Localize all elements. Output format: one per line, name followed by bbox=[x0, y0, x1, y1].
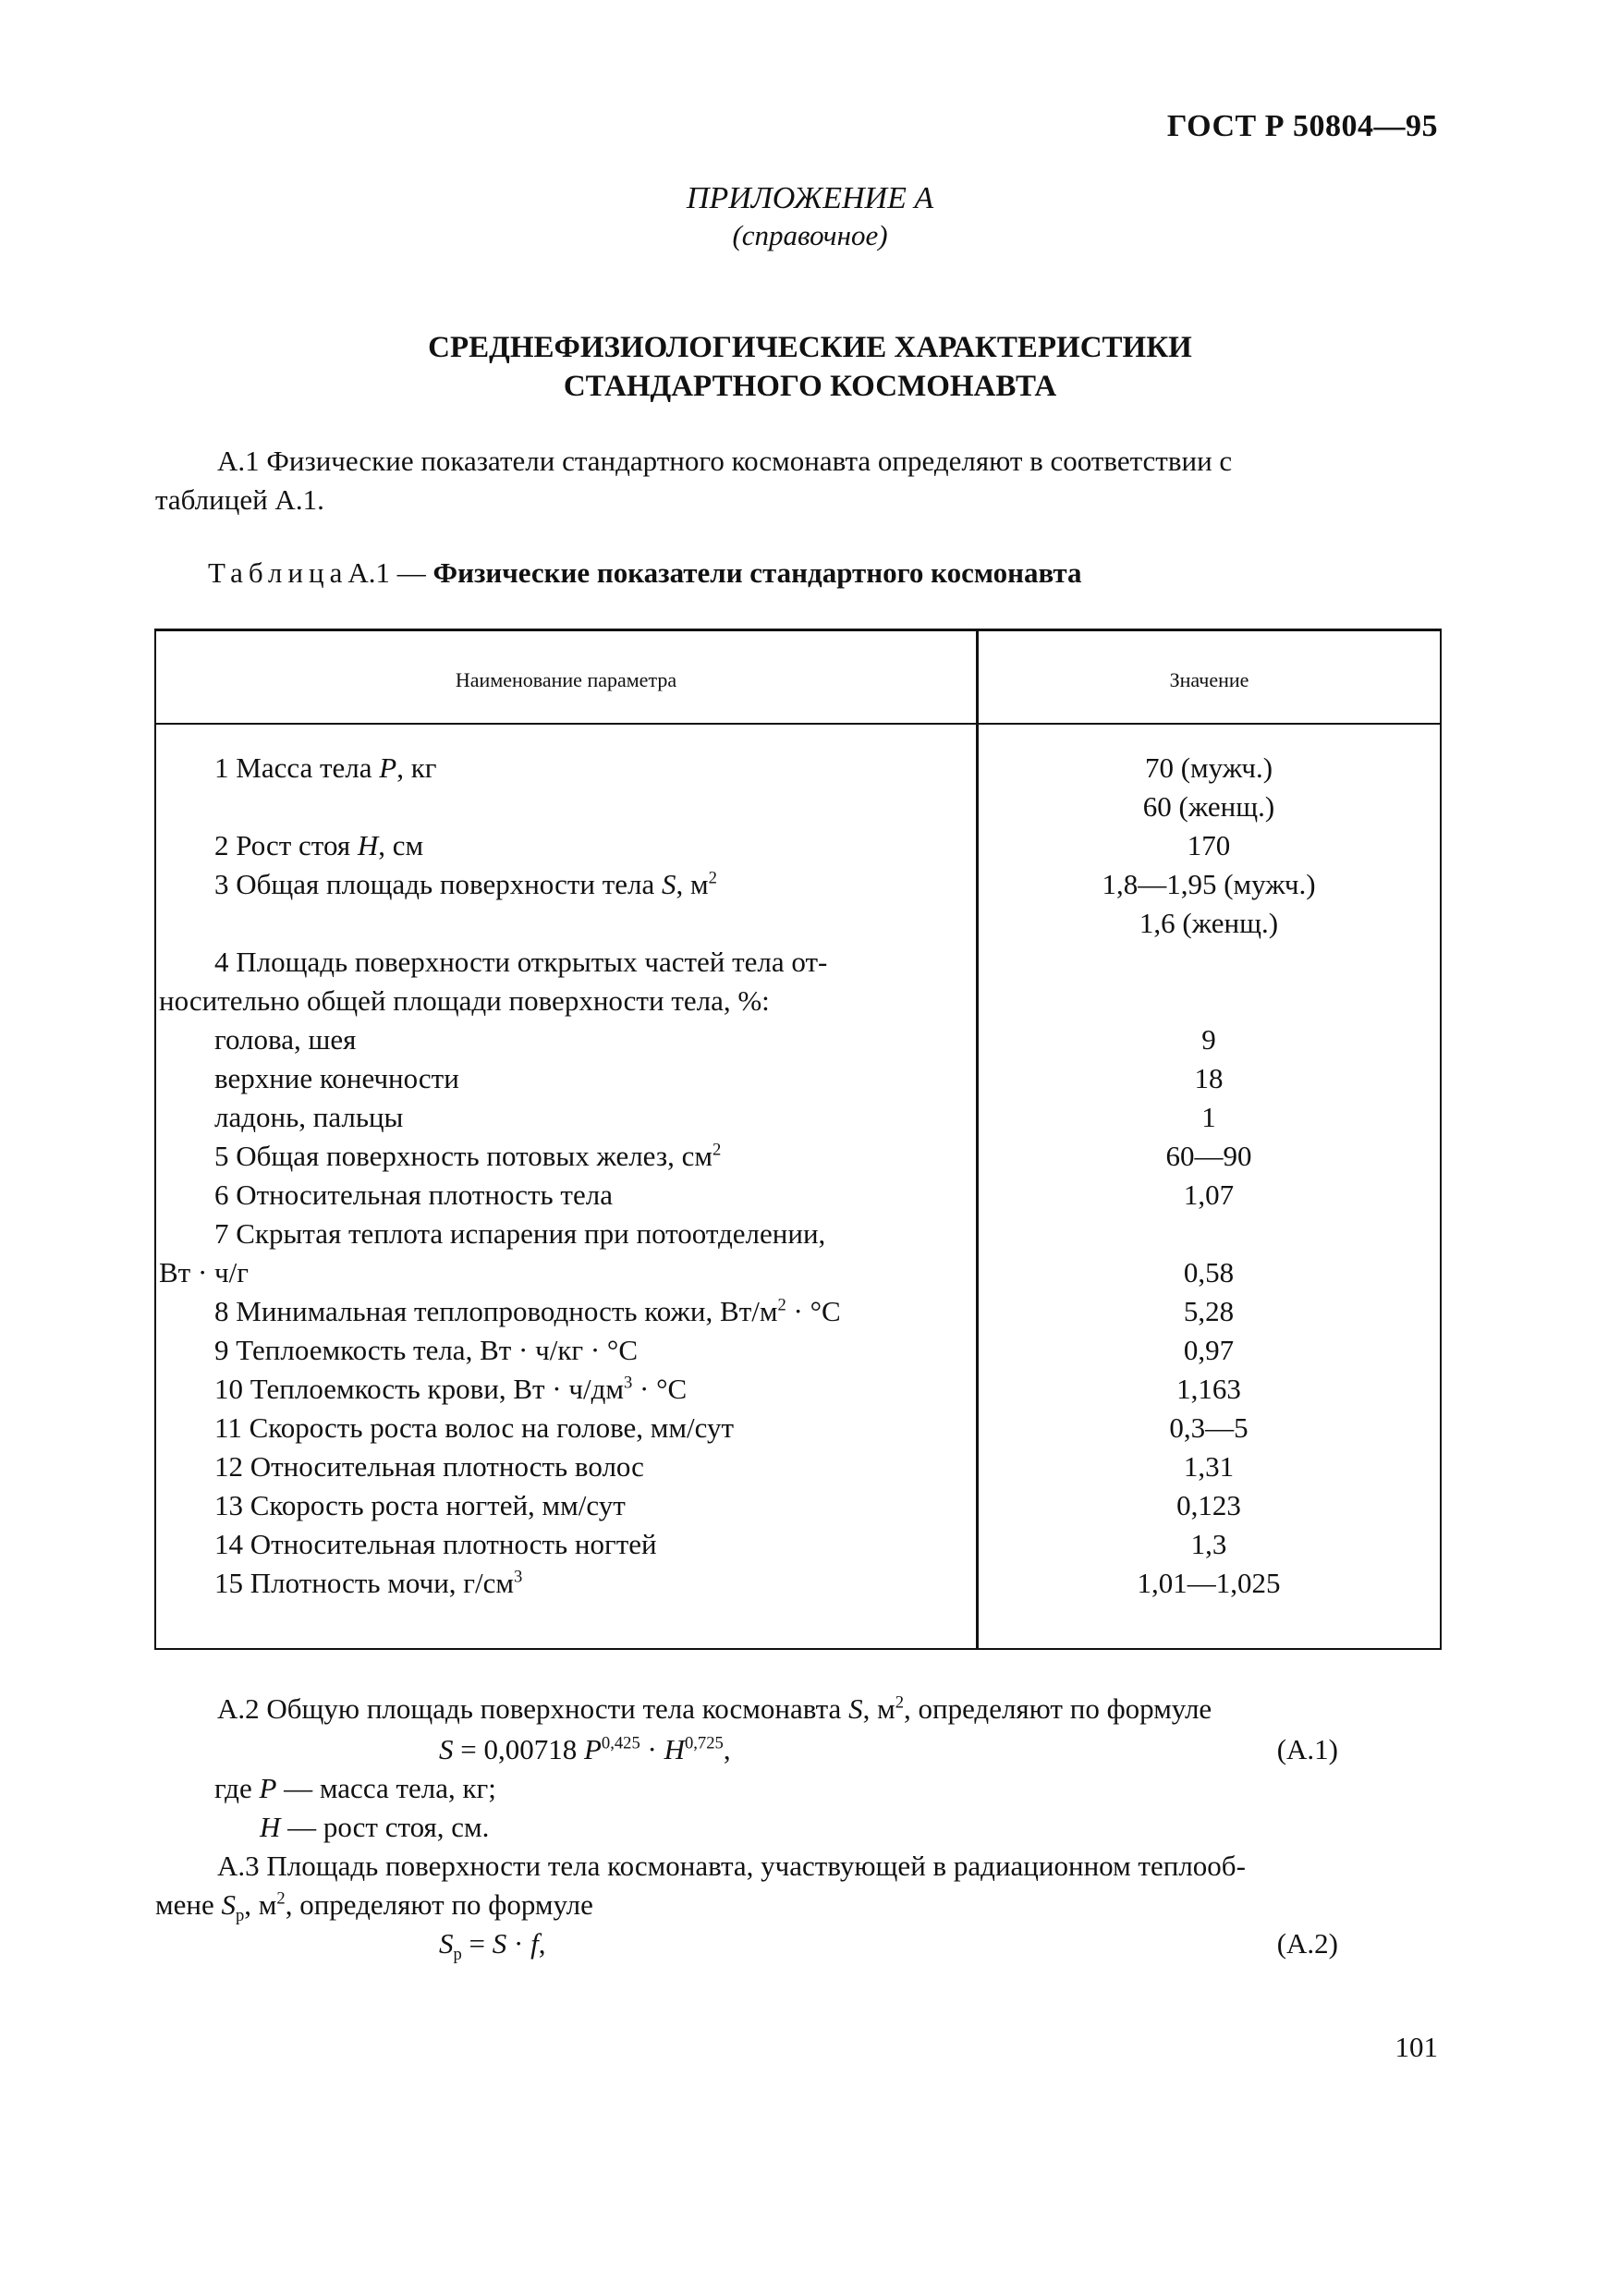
table-row-10-name bbox=[214, 1370, 687, 1409]
r3-sup: 2 bbox=[708, 868, 717, 888]
section-title-line-2: СТАНДАРТНОГО КОСМОНАВТА bbox=[563, 370, 1057, 403]
paragraph-a3-line-1 bbox=[155, 1847, 1442, 1886]
where-p-var: P bbox=[259, 1772, 277, 1804]
standard-code: ГОСТ Р 50804—95 bbox=[1166, 109, 1438, 143]
table-caption-label: Таблица bbox=[208, 556, 348, 589]
where-h bbox=[260, 1808, 489, 1847]
formula-a2-label: (А.2) bbox=[1276, 1927, 1338, 1960]
formula-a1-h-exp: 0,725 bbox=[684, 1733, 724, 1753]
table-row-4c-value: 1 bbox=[1201, 1101, 1216, 1133]
paragraph-a3-pre: мене bbox=[155, 1888, 222, 1921]
table-row-2-name bbox=[214, 826, 423, 865]
formula-a1-eq: = 0,00718 bbox=[453, 1733, 584, 1765]
table-row-1-value-a: 70 (мужч.) bbox=[1144, 751, 1273, 784]
table-row-3-name bbox=[214, 865, 717, 904]
where-h-var: H bbox=[260, 1811, 281, 1843]
paragraph-a2-unit: , м bbox=[862, 1692, 895, 1725]
formula-a2-dot: · bbox=[506, 1927, 531, 1960]
formula-a1-label: (А.1) bbox=[1276, 1733, 1338, 1765]
table-row-7-value: 0,58 bbox=[1183, 1256, 1235, 1288]
r1-var: P bbox=[379, 751, 397, 784]
r2-var: H bbox=[357, 829, 379, 861]
paragraph-a2-var: S bbox=[848, 1692, 863, 1725]
table-row-5-value: 60—90 bbox=[1165, 1140, 1252, 1172]
r15-sup: 3 bbox=[514, 1567, 523, 1587]
formula-a1-lhs: S bbox=[439, 1733, 454, 1765]
appendix-subtitle: (справочное) bbox=[732, 219, 888, 251]
table-caption bbox=[208, 556, 1082, 590]
section-title bbox=[0, 328, 1620, 406]
formula-a2-s: S bbox=[492, 1927, 507, 1960]
paragraph-a1 bbox=[155, 442, 1442, 519]
table-row-15-name bbox=[214, 1564, 522, 1603]
table-row-11-value: 0,3—5 bbox=[1169, 1411, 1248, 1444]
r2-unit: , см bbox=[378, 829, 424, 861]
formula-a2-lhs: S bbox=[439, 1927, 454, 1960]
paragraph-a2-sup: 2 bbox=[895, 1692, 904, 1713]
r3-unit: , м bbox=[676, 868, 709, 900]
table-row-12-value: 1,31 bbox=[1183, 1450, 1235, 1483]
table-row-4a-name: голова, шея bbox=[214, 1023, 357, 1056]
table-row-3-value-a: 1,8—1,95 (мужч.) bbox=[1102, 868, 1316, 900]
paragraph-a1-line-1 bbox=[155, 442, 1442, 481]
paragraph-a3-line-2 bbox=[155, 1886, 1442, 1924]
r1-unit: , кг bbox=[396, 751, 437, 784]
table-row-4c-name: ладонь, пальцы bbox=[214, 1101, 404, 1133]
table-row-1-name bbox=[214, 749, 436, 788]
section-title-line-1: СРЕДНЕФИЗИОЛОГИЧЕСКИЕ ХАРАКТЕРИСТИКИ bbox=[428, 331, 1192, 364]
formula-a2-end: , bbox=[538, 1927, 546, 1960]
paragraph-a3-tail: , определяют по формуле bbox=[285, 1888, 593, 1921]
table-row-1-value-b: 60 (женщ.) bbox=[1142, 790, 1275, 823]
paragraph-a3-sup: 2 bbox=[276, 1888, 286, 1909]
formula-a1-dot: · bbox=[639, 1733, 664, 1765]
table-row-2-value: 170 bbox=[1187, 829, 1231, 861]
where-h-text: — рост стоя, см. bbox=[280, 1811, 490, 1843]
r8-label: 8 Минимальная теплопроводность кожи, Вт/м bbox=[214, 1295, 778, 1327]
paragraph-a3-text-1: А.3 Площадь поверхности тела космонавта, участвующей в радиационном теплооб- bbox=[217, 1850, 1246, 1882]
formula-a1-end: , bbox=[723, 1733, 731, 1765]
table-caption-title: Физические показатели стандартного космонавта bbox=[432, 556, 1082, 589]
r8-tail: · °С bbox=[786, 1295, 841, 1327]
formula-a1-p: P bbox=[583, 1733, 602, 1765]
table-row-6-value: 1,07 bbox=[1183, 1179, 1235, 1211]
table-row-5-name bbox=[214, 1137, 721, 1176]
formula-a1-h: H bbox=[664, 1733, 685, 1765]
where-p-text: — масса тела, кг; bbox=[276, 1772, 496, 1804]
paragraph-a2 bbox=[155, 1690, 1442, 1728]
table-row-15-value: 1,01—1,025 bbox=[1137, 1567, 1281, 1599]
table-row-6-name: 6 Относительная плотность тела bbox=[214, 1179, 613, 1211]
paragraph-a3-var: S bbox=[221, 1888, 236, 1921]
r1-label: 1 Масса тела bbox=[214, 751, 380, 784]
where-p-prefix: где bbox=[214, 1772, 260, 1804]
r10-tail: · °С bbox=[632, 1373, 688, 1405]
r10-label: 10 Теплоемкость крови, Вт · ч/дм bbox=[214, 1373, 624, 1405]
appendix-title: ПРИЛОЖЕНИЕ А bbox=[686, 181, 934, 215]
table-row-8-name bbox=[214, 1292, 841, 1331]
paragraph-a2-text: А.2 Общую площадь поверхности тела космонавта bbox=[217, 1692, 849, 1725]
paragraph-a1-text-1: А.1 Физические показатели стандартного космонавта определяют в соответствии с bbox=[217, 445, 1233, 477]
paragraph-a3-mid: , м bbox=[244, 1888, 277, 1921]
formula-a2 bbox=[439, 1924, 545, 1963]
r10-sup: 3 bbox=[623, 1373, 633, 1393]
table-row-13-value: 0,123 bbox=[1176, 1489, 1241, 1521]
table-caption-number: А.1 — bbox=[347, 556, 433, 589]
r8-sup: 2 bbox=[777, 1295, 786, 1315]
table-row-4-line-2: носительно общей площади поверхности тела, %: bbox=[159, 984, 770, 1017]
table-row-10-value: 1,163 bbox=[1176, 1373, 1241, 1405]
table-row-11-name: 11 Скорость роста волос на голове, мм/сут bbox=[214, 1411, 735, 1444]
table-row-13-name: 13 Скорость роста ногтей, мм/сут bbox=[214, 1489, 626, 1521]
table-header-value: Значение bbox=[1169, 668, 1249, 691]
table-header-divider bbox=[156, 723, 1440, 725]
table-row-14-name: 14 Относительная плотность ногтей bbox=[214, 1528, 657, 1560]
r5-label: 5 Общая поверхность потовых желез, см bbox=[214, 1140, 713, 1172]
table-row-8-value: 5,28 bbox=[1183, 1295, 1235, 1327]
where-p bbox=[214, 1769, 496, 1808]
table-row-7-line-2: Вт · ч/г bbox=[159, 1256, 249, 1288]
formula-a1 bbox=[439, 1730, 731, 1769]
table-row-4-line-1: 4 Площадь поверхности открытых частей тела от- bbox=[214, 946, 828, 978]
table-header-name: Наименование параметра bbox=[455, 668, 677, 691]
table-row-12-name: 12 Относительная плотность волос bbox=[214, 1450, 644, 1483]
table-row-7-line-1: 7 Скрытая теплота испарения при потоотделении, bbox=[214, 1217, 826, 1250]
table-row-4a-value: 9 bbox=[1201, 1023, 1216, 1056]
paragraph-a3-sub: р bbox=[235, 1906, 245, 1926]
formula-a2-eq: = bbox=[461, 1927, 493, 1960]
formula-a2-lhs-sub: р bbox=[453, 1945, 462, 1965]
formula-a2-f: f bbox=[530, 1927, 539, 1960]
r15-label: 15 Плотность мочи, г/см bbox=[214, 1567, 515, 1599]
r5-sup: 2 bbox=[712, 1140, 722, 1160]
table-row-9-value: 0,97 bbox=[1183, 1334, 1235, 1366]
table-row-9-name: 9 Теплоемкость тела, Вт · ч/кг · °С bbox=[214, 1334, 638, 1366]
table-row-4b-value: 18 bbox=[1194, 1062, 1224, 1094]
table-row-14-value: 1,3 bbox=[1190, 1528, 1227, 1560]
r3-var: S bbox=[662, 868, 676, 900]
r2-label: 2 Рост стоя bbox=[214, 829, 358, 861]
paragraph-a2-tail: , определяют по формуле bbox=[903, 1692, 1212, 1725]
paragraph-a1-line-2: таблицей А.1. bbox=[155, 483, 324, 516]
page-number: 101 bbox=[1395, 2031, 1438, 2063]
table-row-3-value-b: 1,6 (женщ.) bbox=[1139, 907, 1279, 939]
formula-a1-p-exp: 0,425 bbox=[601, 1733, 640, 1753]
table-row-4b-name: верхние конечности bbox=[214, 1062, 459, 1094]
paragraph-a3 bbox=[155, 1847, 1442, 1924]
r3-label: 3 Общая площадь поверхности тела bbox=[214, 868, 662, 900]
